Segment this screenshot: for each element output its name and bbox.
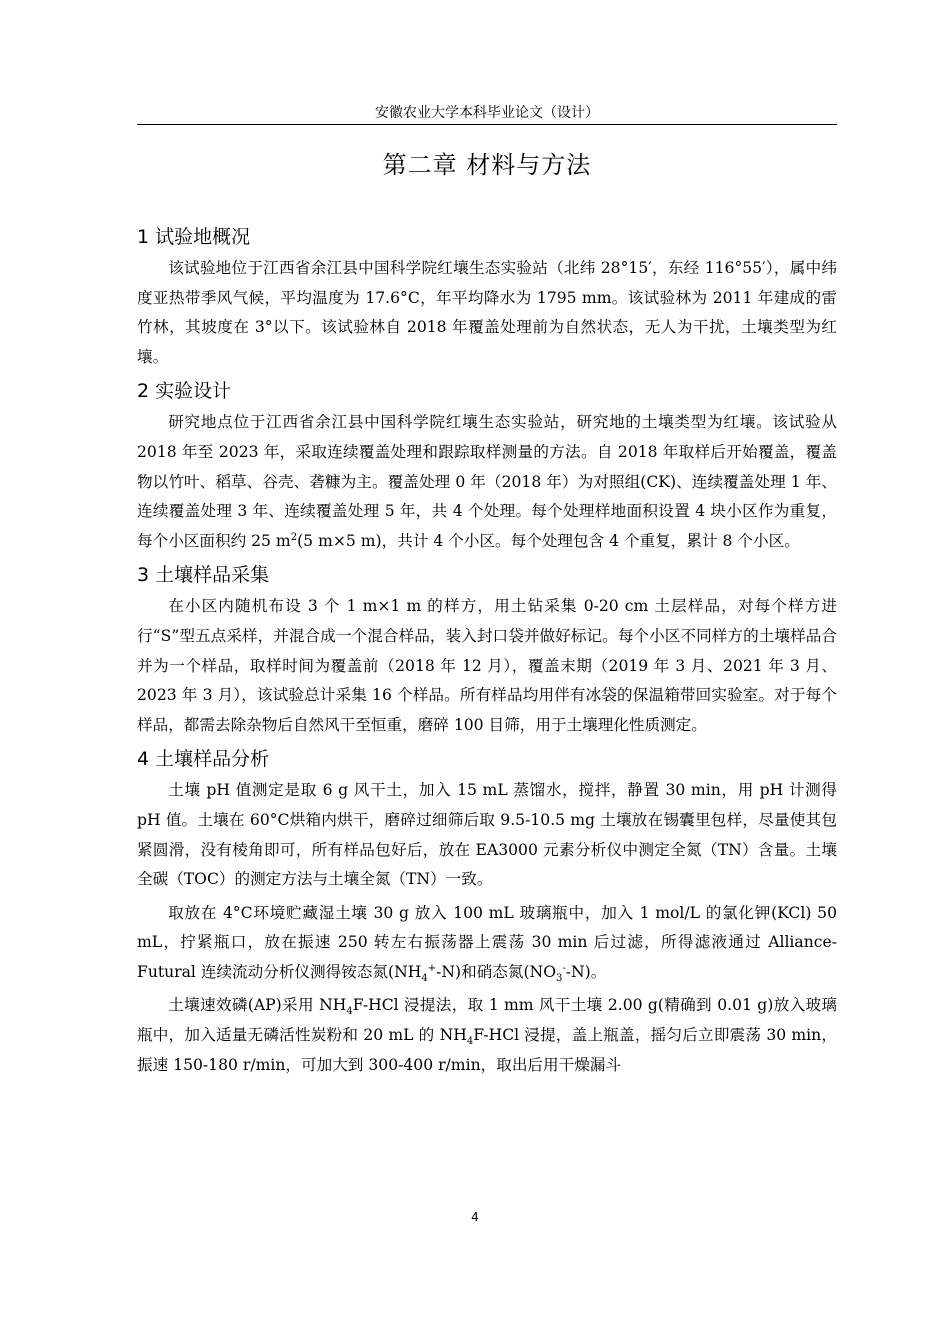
section-heading-1: 1 试验地概况: [137, 226, 251, 248]
chapter-title: 第二章 材料与方法: [382, 151, 592, 179]
header-divider: [137, 124, 837, 125]
running-header: 安徽农业大学本科毕业论文（设计）: [375, 105, 599, 121]
section-4-paragraph-1: 土壤 pH 值测定是取 6 g 风干土，加入 15 mL 蒸馏水，搅拌，静置 30 min，用 pH 计测得 pH 值。土壤在 60°C烘箱内烘干，磨碎过细筛后取 9.5-10.5 mg 土壤放在锡囊里包样，尽量使其包紧圆滑，没有棱角即可，所有样品包好后，放在 EA3000 元素分析仪中测定全氮（TN）含量。土壤全碳（TOC）的测定方法与土壤全氮（TN）一致。: [137, 781, 837, 889]
body-text: [137, 218, 837, 1080]
section-4-paragraph-3: 土壤速效磷(AP)采用 $NH_4F$-HCl 浸提法，取 1 mm 风干土壤 2.00 g(精确到 0.01 g)放入玻璃瓶中，加入适量无磷活性炭粉和 20 mL 的 $NH_4F$-HCl 浸提，盖上瓶盖，摇匀后立即震荡 30 min，振速 150-180 r/min，可加大到 300-400 r/min，取出后用干燥漏斗: [137, 996, 837, 1074]
section-1-paragraph: 该试验地位于江西省余江县中国科学院红壤生态实验站（北纬 28°15′，东经 116°55′），属中纬度亚热带季风气候，平均温度为 17.6°C，年平均降水为 1795 mm。该试验林为 2011 年建成的雷竹林，其坡度在 3°以下。该试验林自 2018 年覆盖处理前为自然状态，无人为干扰，土壤类型为红壤。: [137, 259, 837, 366]
section-3-paragraph: 在小区内随机布设 3 个 1 m×1 m 的样方，用土钻采集 0-20 cm 土层样品，对每个样方进行“S”型五点采样，并混合成一个混合样品，装入封口袋并做好标记。每个小区不同样方的土壤样品合并为一个样品，取样时间为覆盖前（2018 年 12 月），覆盖末期（2019 年 3 月、2021 年 3 月、2023 年 3 月），该试验总计采集 16 个样品。所有样品均用伴有冰袋的保温箱带回实验室。对于每个样品，都需去除杂物后自然风干至恒重，磨碎 100 目筛，用于土壤理化性质测定。: [137, 597, 837, 734]
section-heading-3: 3 土壤样品采集: [137, 564, 270, 587]
section-heading-4: 4 土壤样品分析: [137, 748, 270, 771]
page-number: 4: [471, 1210, 479, 1224]
section-2-paragraph: 研究地点位于江西省余江县中国科学院红壤生态实验站，研究地的土壤类型为红壤。该试验从 2018 年至 2023 年，采取连续覆盖处理和跟踪取样测量的方法。自 2018 年取样后开始覆盖，覆盖物以竹叶、稻草、谷壳、砻糠为主。覆盖处理 0 年（2018 年）为对照组(CK)、连续覆盖处理 1 年、连续覆盖处理 3 年、连续覆盖处理 5 年，共 4 个处理。每个处理样地面积设置 4 块小区作为重复，每个小区面积约 25 $m^2(5$ m×5 m)，共计 4 个小区。每个处理包含 4 个重复，累计 8 个小区。: [137, 413, 837, 550]
section-heading-2: 2 实验设计: [137, 380, 232, 403]
section-4-paragraph-2: 取放在 4°C环境贮藏湿土壤 30 g 放入 100 mL 玻璃瓶中，加入 1 mol/L 的氯化钾(KCl) 50 mL，拧紧瓶口，放在振速 250 转左右振荡器上震荡 30 min 后过滤，所得滤液通过 Alliance-Futural 连续流动分析仪测得铵态氮$(NH_4^+-N)$和硝态氮$(NO_3^--N)$。: [137, 903, 837, 984]
